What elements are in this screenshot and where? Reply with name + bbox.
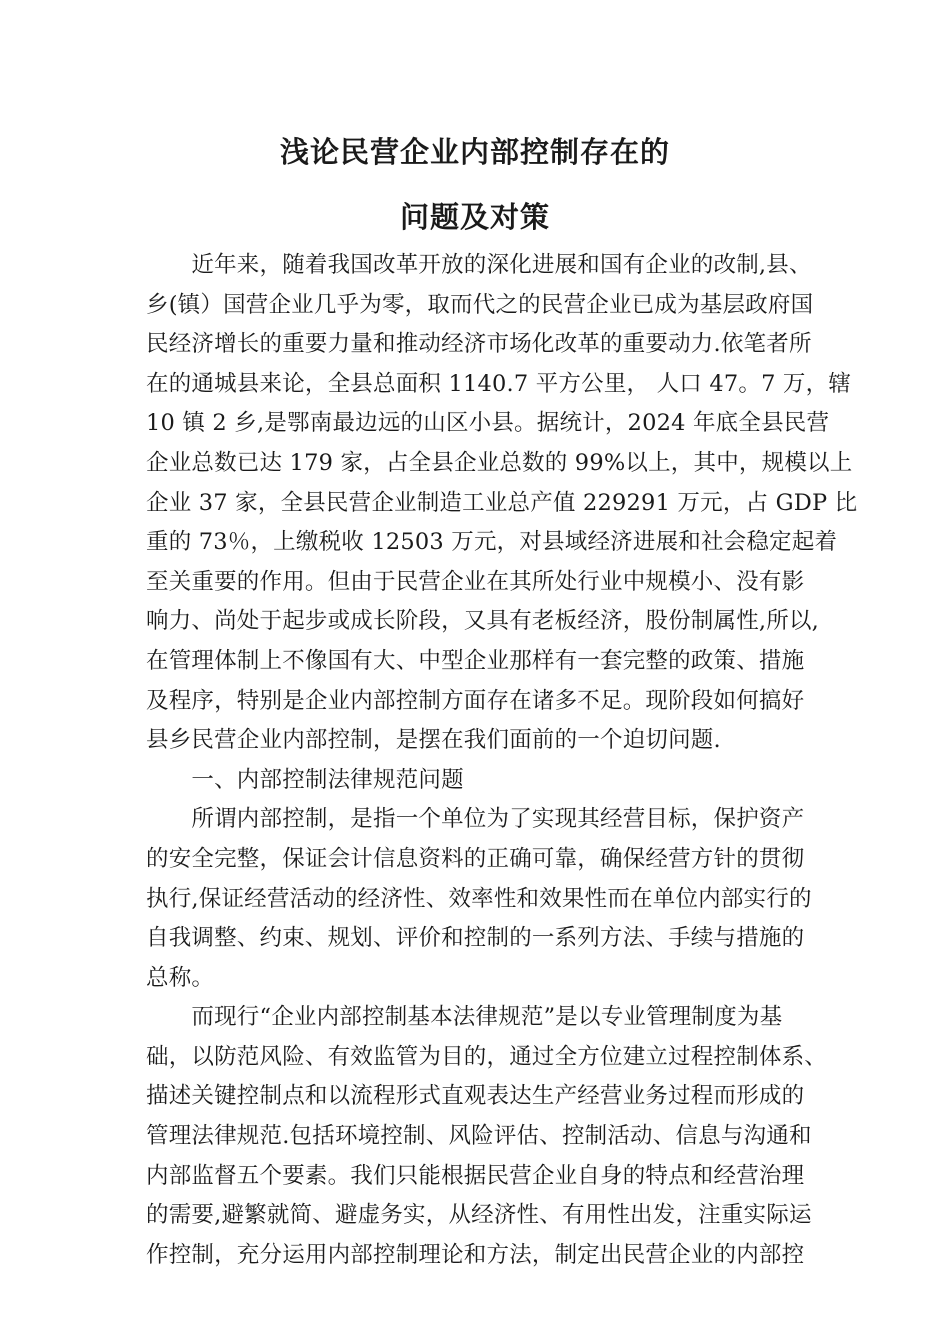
body-line: 自我调整、约束、规划、评价和控制的一系列方法、手续与措施的 bbox=[146, 925, 805, 952]
section-heading: 一、内部控制法律规范问题 bbox=[146, 766, 464, 793]
body-line: 近年来，随着我国改革开放的深化进展和国有企业的改制,县、 bbox=[146, 252, 812, 278]
body-line: 而现行“企业内部控制基本法律规范”是以专业管理制度为基 bbox=[146, 1004, 783, 1031]
body-line: 础，以防范风险、有效监管为目的，通过全方位建立过程控制体系、 bbox=[146, 1043, 828, 1070]
body-line: 内部监督五个要素。我们只能根据民营企业自身的特点和经营治理 bbox=[146, 1162, 805, 1189]
body-line: 总称。 bbox=[146, 964, 215, 991]
body-line: 至关重要的作用。但由于民营企业在其所处行业中规模小、没有影 bbox=[146, 568, 805, 595]
body-line: 在的通城县来论，全县总面积 1140.7 平方公里， 人口 47。7 万，辖 bbox=[146, 370, 852, 397]
body-line: 的需要,避繁就简、避虚务实，从经济性、有用性出发，注重实际运 bbox=[146, 1202, 812, 1229]
body-line: 作控制，充分运用内部控制理论和方法，制定出民营企业的内部控 bbox=[146, 1241, 805, 1268]
body-line: 在管理体制上不像国有大、中型企业那样有一套完整的政策、措施 bbox=[146, 647, 805, 674]
document-title-line-1: 浅论民营企业内部控制存在的 bbox=[279, 135, 670, 169]
body-line: 管理法律规范.包括环境控制、风险评估、控制活动、信息与沟通和 bbox=[146, 1123, 812, 1150]
body-line: 企业总数已达 179 家，占全县企业总数的 99%以上，其中，规模以上 bbox=[146, 449, 853, 476]
body-line: 描述关键控制点和以流程形式直观表达生产经营业务过程而形成的 bbox=[146, 1083, 805, 1110]
body-line: 响力、尚处于起步或成长阶段，又具有老板经济，股份制属性,所以, bbox=[146, 608, 820, 635]
body-line: 的安全完整，保证会计信息资料的正确可靠，确保经营方针的贯彻 bbox=[146, 845, 805, 872]
body-line: 乡(镇）国营企业几乎为零，取而代之的民营企业已成为基层政府国 bbox=[146, 291, 814, 318]
body-line: 执行,保证经营活动的经济性、效率性和效果性而在单位内部实行的 bbox=[146, 885, 812, 912]
body-line: 民经济增长的重要力量和推动经济市场化改革的重要动力.依笔者所 bbox=[146, 331, 812, 358]
body-line: 所谓内部控制，是指一个单位为了实现其经营目标，保护资产 bbox=[146, 806, 805, 833]
document-title-line-2: 问题及对策 bbox=[399, 200, 550, 234]
document-body bbox=[146, 246, 858, 1275]
body-line: 县乡民营企业内部控制，是摆在我们面前的一个迫切问题. bbox=[146, 727, 721, 754]
body-line: 企业 37 家，全县民营企业制造工业总产值 229291 万元，占 GDP 比 bbox=[146, 489, 858, 516]
body-line: 10 镇 2 乡,是鄂南最边远的山区小县。据统计，2024 年底全县民营 bbox=[146, 410, 830, 437]
body-line: 及程序，特别是企业内部控制方面存在诸多不足。现阶段如何搞好 bbox=[146, 687, 805, 714]
body-line: 重的 73％，上缴税收 12503 万元，对县域经济进展和社会稳定起着 bbox=[146, 529, 838, 556]
